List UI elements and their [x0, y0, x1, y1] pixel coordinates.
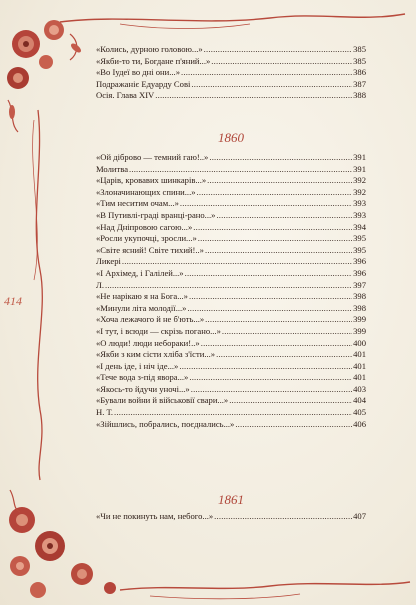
toc-entry [96, 245, 366, 257]
toc-entry [96, 407, 366, 419]
toc-entry-title: Ликері [96, 256, 121, 267]
toc-leader [216, 349, 352, 361]
toc-entry [96, 222, 366, 234]
toc-leader [191, 79, 352, 91]
toc-entry-page: 392 [353, 175, 366, 186]
toc-entry [96, 384, 366, 396]
toc-entry-title: «О люди! люди небораки!..» [96, 337, 200, 348]
toc-entry-page: 396 [353, 267, 366, 278]
toc-entry-page: 388 [353, 90, 366, 101]
toc-entry-page: 392 [353, 186, 366, 197]
toc-entry-title: «І день іде, і ніч іде...» [96, 360, 179, 371]
toc-entry-page: 405 [353, 407, 366, 418]
toc-entry-title: «Світе ясний! Світе тихий!..» [96, 244, 204, 255]
toc-entry-page: 397 [353, 279, 366, 290]
toc-entry [96, 280, 366, 292]
toc-group-1860 [96, 152, 366, 430]
toc-entry-title: «Якось-то йдучи уночі...» [96, 383, 190, 394]
toc-entry-page: 387 [353, 78, 366, 89]
toc-entry-page: 395 [353, 244, 366, 255]
toc-leader [198, 233, 352, 245]
toc-entry-page: 403 [353, 383, 366, 394]
toc-leader [209, 152, 352, 164]
toc-entry-title: «Тим неситим очам...» [96, 198, 179, 209]
toc-entry-title: Осія. Глава XIV [96, 90, 155, 101]
toc-entry-title: «Якби-то ти, Богдане п'яний...» [96, 55, 211, 66]
toc-entry-title: «Ой діброво — темний гаю!..» [96, 152, 209, 162]
section-year-heading: 1860 [218, 130, 244, 145]
toc-entry [96, 198, 366, 210]
toc-entry [96, 511, 366, 523]
toc-entry-title: «І тут, і всюди — скрізь погано...» [96, 325, 221, 336]
page-number: 414 [4, 294, 22, 308]
toc-entry [96, 210, 366, 222]
toc-entry [96, 361, 366, 373]
toc-entry-page: 401 [353, 372, 366, 383]
toc-entry [96, 233, 366, 245]
toc-entry [96, 395, 366, 407]
toc-entry [96, 338, 366, 350]
toc-entry [96, 256, 366, 268]
toc-entry [96, 67, 366, 79]
toc-entry-title: «Над Дніпровою сагою...» [96, 221, 193, 232]
toc-entry-title: «Колись, дурною головою...» [96, 44, 203, 54]
toc-entry [96, 90, 366, 102]
toc-entry-title: «Хоча лежачого й не б'ють...» [96, 314, 205, 325]
toc-entry-title: «І Архімед, і Галілей...» [96, 267, 184, 278]
toc-entry [96, 175, 366, 187]
toc-entry-title: «Бували войни й військовії свари...» [96, 395, 229, 406]
toc-entry [96, 326, 366, 338]
toc-entry-page: 398 [353, 291, 366, 302]
toc-entry-page: 404 [353, 395, 366, 406]
toc-entry-page: 395 [353, 233, 366, 244]
toc-entry-title: «Не нарікаю я на Бога...» [96, 291, 188, 302]
toc-leader [216, 210, 352, 222]
toc-leader [122, 256, 352, 268]
toc-entry [96, 56, 366, 68]
toc-entry [96, 187, 366, 199]
toc-entry-title: «Злоначинающих спини...» [96, 186, 196, 197]
toc-group-1861 [96, 511, 366, 523]
toc-entry [96, 268, 366, 280]
toc-leader [180, 198, 352, 210]
toc-entry-page: 385 [353, 55, 366, 66]
toc-leader [204, 44, 352, 56]
toc-leader [207, 175, 352, 187]
toc-leader [222, 326, 352, 338]
toc-entry-page: 396 [353, 256, 366, 267]
section-year-heading: 1861 [218, 492, 244, 507]
toc-entry-title: Л. [96, 279, 104, 290]
toc-leader [191, 384, 352, 396]
toc-leader [205, 245, 352, 257]
toc-leader [189, 372, 352, 384]
toc-entry-title: «Чи не покинуть нам, небого...» [96, 511, 214, 521]
toc-leader [214, 511, 352, 523]
toc-entry-page: 399 [353, 325, 366, 336]
toc-leader [197, 187, 353, 199]
toc-entry-title: «Зійшлись, побрались, поєднались...» [96, 418, 235, 429]
toc-entry-title: Н. Т. [96, 407, 114, 418]
toc-entry [96, 152, 366, 164]
toc-entry [96, 164, 366, 176]
toc-leader [181, 67, 352, 79]
toc-leader [129, 164, 352, 176]
toc-entry-page: 398 [353, 302, 366, 313]
toc-leader [179, 361, 352, 373]
toc-leader [114, 407, 352, 419]
toc-leader [155, 90, 352, 102]
toc-entry-page: 406 [353, 418, 366, 429]
toc-leader [229, 395, 352, 407]
toc-entry-title: «Царів, кровавих шинкарів...» [96, 175, 207, 186]
toc-entry-title: Молитва [96, 163, 129, 174]
toc-leader [105, 280, 352, 292]
toc-leader [235, 419, 352, 431]
toc-entry [96, 372, 366, 384]
toc-entry-page: 386 [353, 67, 366, 78]
toc-group-continued [96, 44, 366, 102]
toc-entry-page: 385 [353, 44, 366, 54]
toc-entry [96, 291, 366, 303]
toc-entry-title: «Во Іудеї во дні они...» [96, 67, 181, 78]
toc-entry-title: «В Путивлі-граді вранці-рано...» [96, 209, 216, 220]
toc-entry [96, 44, 366, 56]
toc-leader [187, 303, 352, 315]
toc-entry [96, 314, 366, 326]
toc-entry-title: «Минули літа молодії...» [96, 302, 187, 313]
toc-entry-title: «Якби з ким сісти хліба з'їсти...» [96, 349, 216, 360]
toc-entry-page: 393 [353, 198, 366, 209]
toc-leader [211, 56, 352, 68]
toc-leader [189, 291, 352, 303]
toc-entry-page: 401 [353, 360, 366, 371]
toc-entry-page: 393 [353, 209, 366, 220]
toc-entry-title: «Росли укупочці, зросли...» [96, 233, 197, 244]
toc-entry-title: «Тече вода з-під явора...» [96, 372, 189, 383]
toc-leader [205, 314, 352, 326]
toc-entry-page: 391 [353, 163, 366, 174]
toc-entry [96, 303, 366, 315]
toc-entry-page: 401 [353, 349, 366, 360]
toc-entry [96, 419, 366, 431]
toc-entry-page: 391 [353, 152, 366, 162]
toc-entry-page: 407 [353, 511, 366, 521]
toc-leader [185, 268, 353, 280]
toc-entry-page: 400 [353, 337, 366, 348]
toc-leader [201, 338, 352, 350]
toc-leader [193, 222, 352, 234]
toc-entry [96, 349, 366, 361]
toc-entry-page: 394 [353, 221, 366, 232]
toc-entry-title: Подражаніє Едуарду Сові [96, 78, 191, 89]
toc-entry-page: 399 [353, 314, 366, 325]
toc-entry [96, 79, 366, 91]
